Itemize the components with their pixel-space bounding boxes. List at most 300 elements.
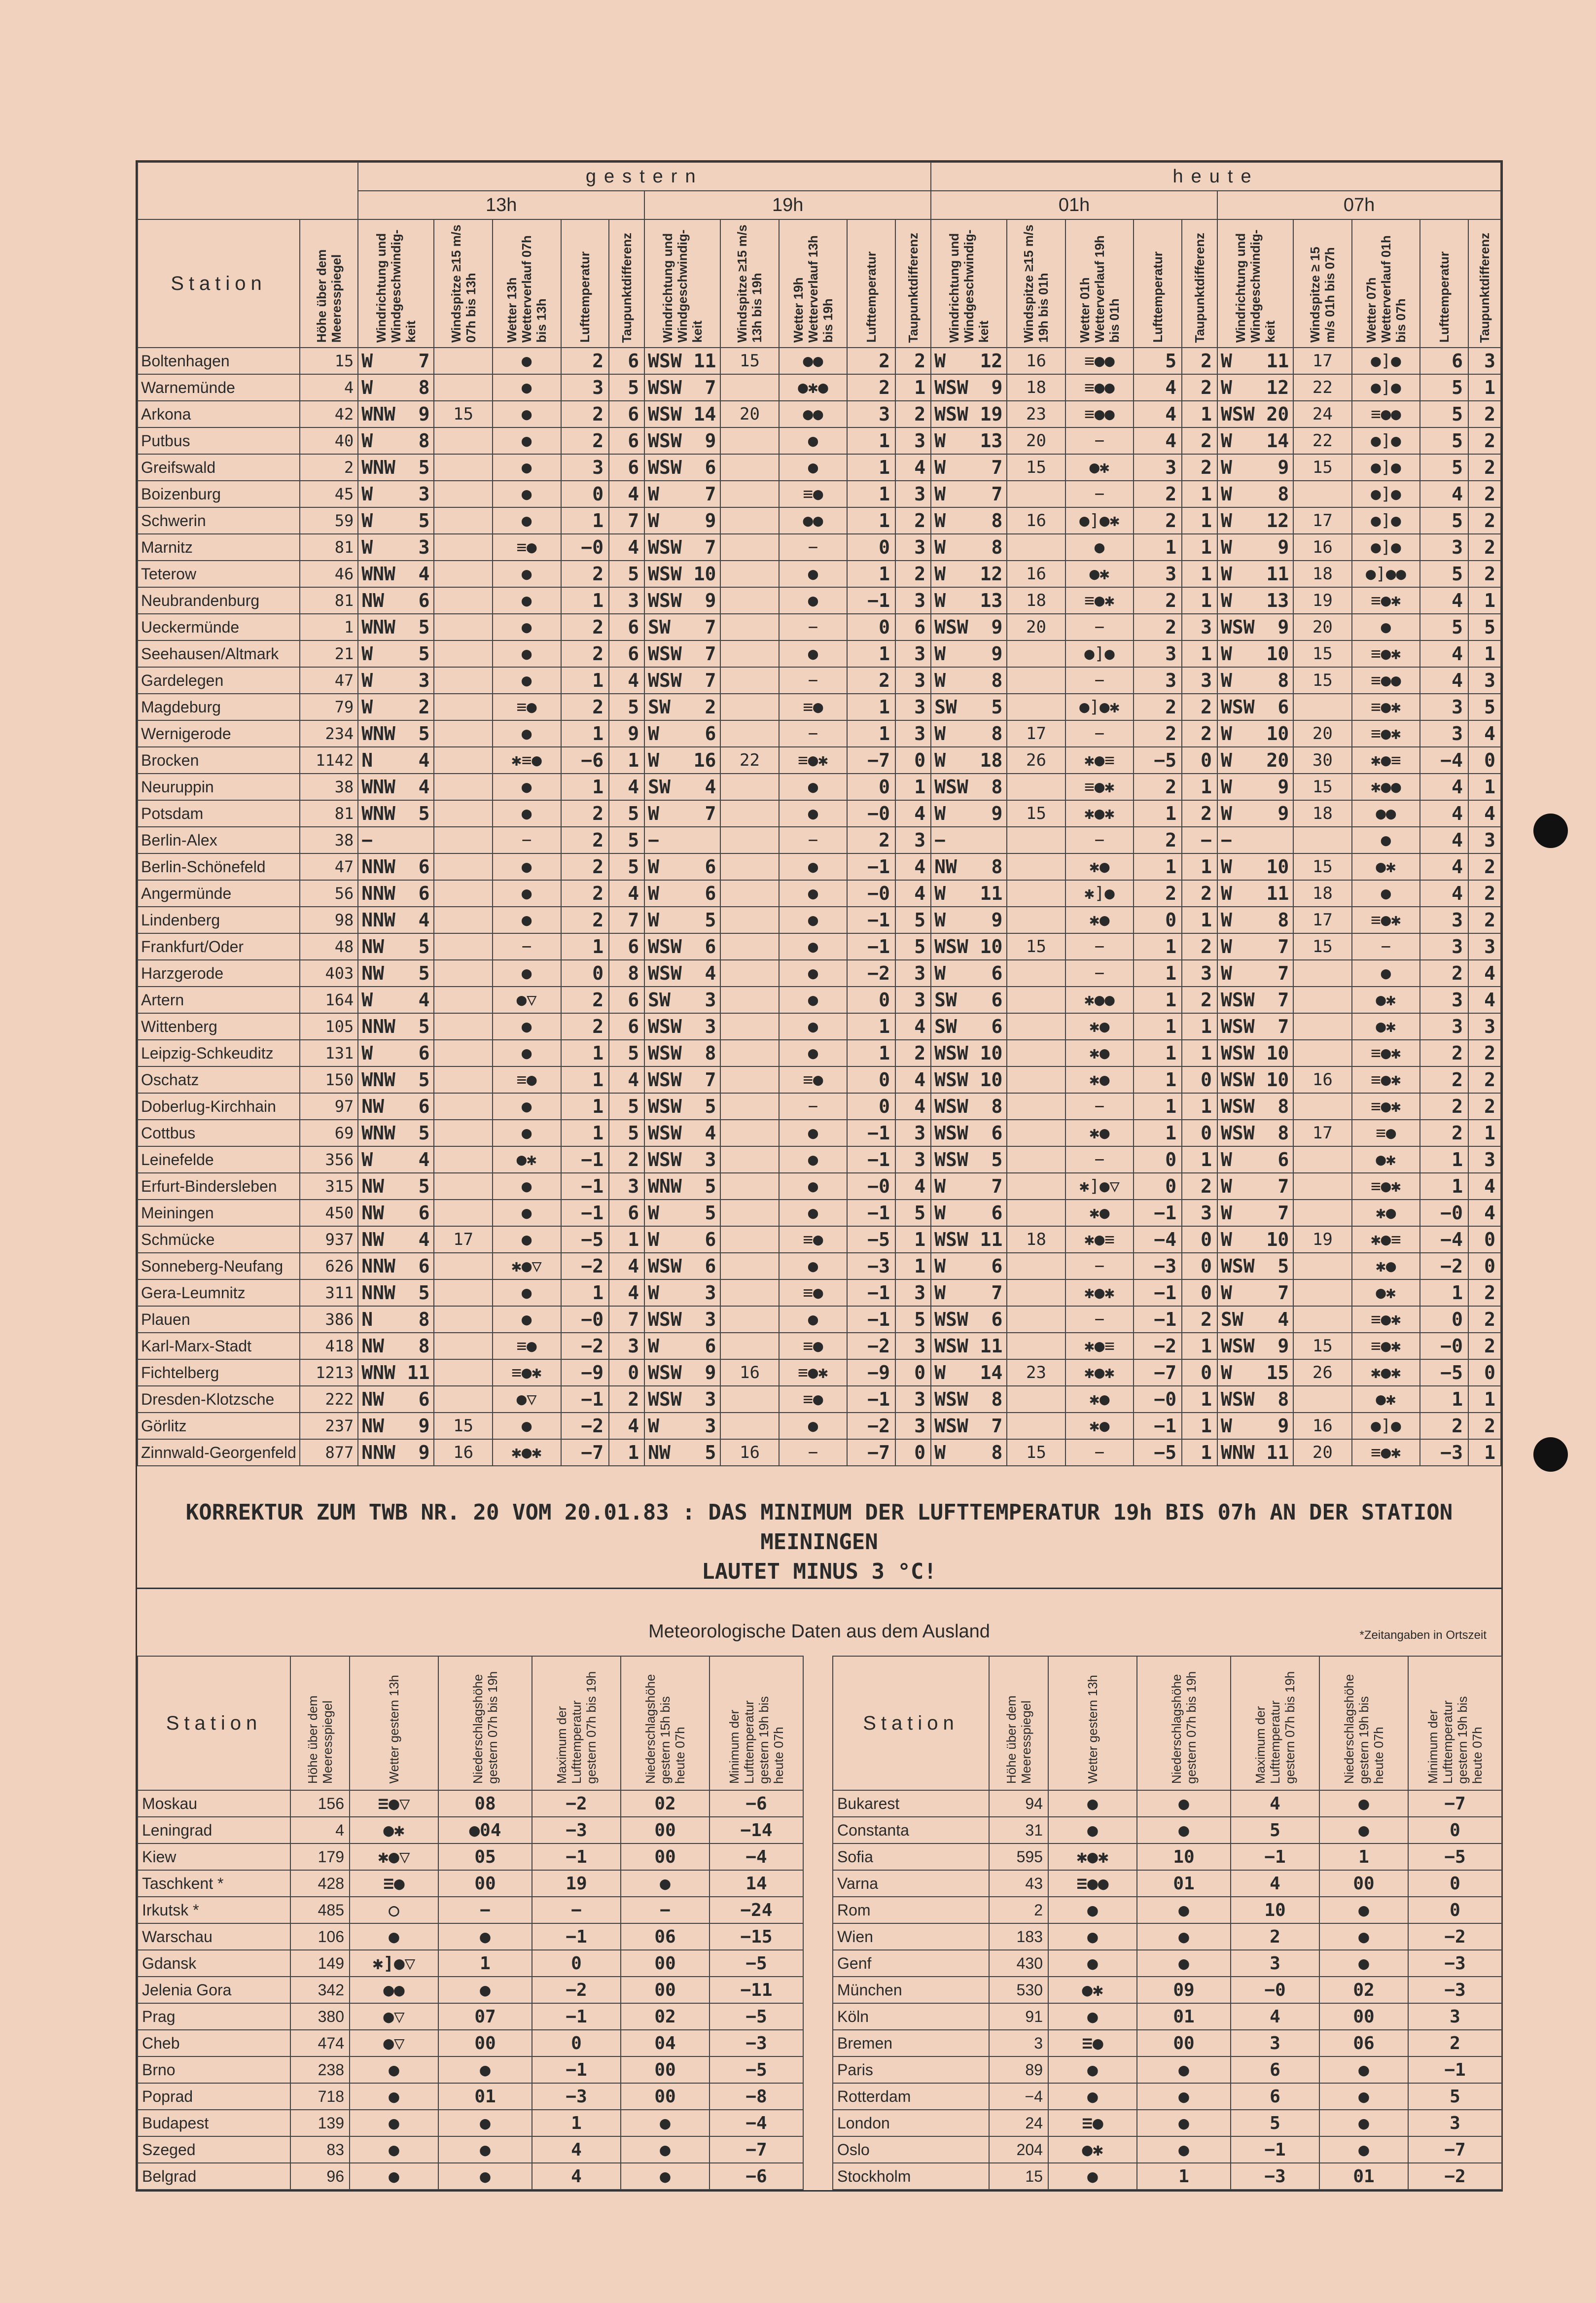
abroad-temp-min: −5	[709, 2003, 803, 2030]
wind-19	[644, 1040, 720, 1066]
wind-speed: 7	[991, 1175, 1003, 1197]
dewpoint-diff-01: 2	[1182, 454, 1217, 481]
abroad-weather-13: ●	[350, 2056, 438, 2083]
gust-07: 19	[1293, 587, 1351, 614]
weather-07: ≡●✱	[1352, 587, 1420, 614]
gust-07	[1293, 1146, 1351, 1173]
temperature-01: −7	[1134, 1359, 1182, 1386]
temperature-01: 2	[1134, 507, 1182, 534]
temperature-19: −1	[847, 933, 895, 960]
dewpoint-diff-19: 6	[895, 614, 931, 640]
dewpoint-diff-19: 5	[895, 1200, 931, 1226]
gust-07: 17	[1293, 1120, 1351, 1146]
wind-07	[1217, 1386, 1293, 1413]
abroad-weather-13: ●▽	[350, 2030, 438, 2056]
temperature-01: −1	[1134, 1200, 1182, 1226]
wind-direction: W	[934, 749, 946, 771]
station-row	[138, 427, 1501, 454]
header-13h: 13h	[358, 191, 644, 219]
wind-19	[644, 614, 720, 640]
wind-speed: 6	[418, 856, 430, 878]
temperature-13: 2	[561, 427, 609, 454]
dewpoint-diff-01: 3	[1182, 614, 1217, 640]
station-table	[137, 162, 1501, 1466]
station-row	[138, 853, 1501, 880]
weather-07: ≡●✱	[1352, 1040, 1420, 1066]
station-name: Görlitz	[138, 1413, 300, 1439]
gust-07	[1293, 1040, 1351, 1066]
gust-19	[720, 1093, 779, 1120]
dewpoint-diff-13: 5	[609, 374, 644, 401]
dewpoint-diff-19: 5	[895, 933, 931, 960]
temperature-01: −5	[1134, 747, 1182, 774]
wind-07	[1217, 987, 1293, 1013]
dewpoint-diff-01: −	[1182, 827, 1217, 853]
gust-07	[1293, 1253, 1351, 1279]
station-name: Gera-Leumnitz	[138, 1279, 300, 1306]
wind-07	[1217, 1200, 1293, 1226]
temperature-13: −2	[561, 1413, 609, 1439]
wind-direction: NW	[361, 590, 385, 611]
wind-direction: NNW	[361, 883, 395, 904]
abroad-temp-min: −2	[1408, 2163, 1502, 2190]
gust-13	[434, 374, 492, 401]
temperature-13: 1	[561, 774, 609, 800]
gust-07: 15	[1293, 1333, 1351, 1359]
wind-01	[931, 853, 1007, 880]
temperature-07: 5	[1420, 614, 1468, 640]
weather-13: ●	[493, 800, 561, 827]
wind-direction: WSW	[934, 936, 968, 957]
station-row	[138, 827, 1501, 853]
station-name: Wittenberg	[138, 1013, 300, 1040]
temperature-13: −1	[561, 1200, 609, 1226]
abroad-precip-day: ●	[438, 1977, 532, 2003]
wind-direction: W	[361, 377, 373, 398]
dewpoint-diff-19: 2	[895, 348, 931, 374]
wind-01	[931, 1200, 1007, 1226]
weather-13: ✱≡●	[493, 747, 561, 774]
wind-direction: −	[361, 829, 373, 851]
wind-direction: WSW	[648, 403, 682, 425]
gust-01	[1007, 987, 1065, 1013]
abroad-station: Köln	[833, 2003, 989, 2030]
temperature-01: 4	[1134, 374, 1182, 401]
wind-direction: W	[648, 883, 660, 904]
temperature-19: 1	[847, 694, 895, 720]
abroad-temp-max: 5	[1231, 2110, 1319, 2136]
weather-07: ●✱	[1352, 853, 1420, 880]
dewpoint-diff-07: 1	[1468, 640, 1501, 667]
wind-direction: W	[361, 536, 373, 558]
abroad-height: −4	[989, 2083, 1048, 2110]
abroad-height: 94	[989, 1790, 1048, 1817]
abroad-precip-day: ●	[438, 2110, 532, 2136]
abroad-precip-day: 01	[1137, 2003, 1231, 2030]
wind-01	[931, 1306, 1007, 1333]
weather-13: ●	[493, 507, 561, 534]
weather-07: ✱●	[1352, 1253, 1420, 1279]
gust-01	[1007, 960, 1065, 987]
wind-direction: W	[1221, 776, 1232, 798]
wind-direction: W	[934, 563, 946, 585]
dewpoint-diff-01: 0	[1182, 1359, 1217, 1386]
wind-speed: 6	[991, 962, 1003, 984]
abroad-row	[833, 1923, 1502, 1950]
abroad-weather-13: ●	[1048, 1950, 1137, 1977]
wind-19	[644, 348, 720, 374]
wind-speed: 13	[980, 430, 1003, 452]
abroad-precip-night: ●	[621, 2110, 709, 2136]
temperature-07: −0	[1420, 1333, 1468, 1359]
wind-direction: W	[1221, 909, 1232, 931]
abroad-height: 380	[290, 2003, 350, 2030]
dewpoint-diff-07: 1	[1468, 774, 1501, 800]
station-name: Harzgerode	[138, 960, 300, 987]
dewpoint-diff-07: 0	[1468, 1253, 1501, 1279]
dewpoint-diff-13: 6	[609, 348, 644, 374]
temperature-19: 2	[847, 667, 895, 694]
wind-direction: WSW	[1221, 1016, 1255, 1037]
abroad-station: Gdansk	[138, 1950, 290, 1977]
wind-direction: W	[1221, 430, 1232, 452]
wind-13	[358, 1359, 434, 1386]
weather-01: −	[1065, 720, 1134, 747]
wind-speed: 10	[980, 1069, 1003, 1091]
wind-speed: 5	[418, 1016, 430, 1037]
abroad-precip-night: ●	[621, 2136, 709, 2163]
dewpoint-diff-19: 3	[895, 1146, 931, 1173]
wind-speed: 9	[705, 510, 716, 531]
header-gust-19: Windspitze ≥15 m/s 13h bis 19h	[720, 219, 779, 348]
wind-07	[1217, 640, 1293, 667]
weather-07: ≡●✱	[1352, 1066, 1420, 1093]
wind-direction: W	[1221, 1229, 1232, 1250]
gust-07: 16	[1293, 1413, 1351, 1439]
wind-19	[644, 1146, 720, 1173]
gust-13	[434, 1359, 492, 1386]
wind-speed: 6	[418, 1042, 430, 1064]
station-height: 38	[300, 827, 358, 853]
wind-01	[931, 507, 1007, 534]
gust-07	[1293, 987, 1351, 1013]
wind-speed: 8	[991, 856, 1003, 878]
gust-01	[1007, 774, 1065, 800]
wind-direction: WSW	[648, 590, 682, 611]
abroad-temp-max: 3	[1231, 1950, 1319, 1977]
temperature-01: 3	[1134, 454, 1182, 481]
wind-07	[1217, 1359, 1293, 1386]
station-name: Fichtelberg	[138, 1359, 300, 1386]
wind-speed: 9	[991, 643, 1003, 665]
temperature-01: −1	[1134, 1413, 1182, 1439]
wind-13	[358, 1093, 434, 1120]
wind-direction: W	[1221, 563, 1232, 585]
wind-direction: W	[934, 483, 946, 505]
wind-speed: 12	[1266, 510, 1289, 531]
wind-speed: 10	[1266, 1069, 1289, 1091]
station-row	[138, 1066, 1501, 1093]
abroad-row	[833, 1977, 1502, 2003]
gust-13	[434, 1093, 492, 1120]
dewpoint-diff-19: 1	[895, 774, 931, 800]
abroad-weather-13: ●	[1048, 2056, 1137, 2083]
wind-direction: WSW	[648, 670, 682, 691]
abroad-temp-max: −2	[532, 1977, 621, 2003]
gust-19: 16	[720, 1439, 779, 1466]
dewpoint-diff-07: 2	[1468, 1093, 1501, 1120]
temperature-01: 2	[1134, 587, 1182, 614]
wind-speed: 8	[418, 1335, 430, 1357]
weather-13: ≡●	[493, 534, 561, 561]
abroad-title: Meteorologische Daten aus dem Ausland	[648, 1621, 990, 1642]
temperature-19: 1	[847, 427, 895, 454]
gust-19	[720, 1386, 779, 1413]
dewpoint-diff-13: 5	[609, 561, 644, 587]
wind-speed: 19	[980, 403, 1003, 425]
abroad-station: Bukarest	[833, 1790, 989, 1817]
dewpoint-diff-19: 4	[895, 880, 931, 907]
gust-19	[720, 1040, 779, 1066]
station-name: Seehausen/Altmark	[138, 640, 300, 667]
wind-speed: 7	[705, 616, 716, 638]
wind-direction: W	[934, 1362, 946, 1383]
wind-speed: 9	[1277, 616, 1289, 638]
temperature-13: 2	[561, 401, 609, 427]
header-dew-01: Taupunktdifferenz	[1182, 219, 1217, 348]
gust-01: 16	[1007, 507, 1065, 534]
wind-direction: W	[1221, 723, 1232, 744]
abroad-precip-day: ●	[438, 2056, 532, 2083]
station-height: 98	[300, 907, 358, 933]
abroad-row	[138, 2030, 803, 2056]
dewpoint-diff-13: 5	[609, 853, 644, 880]
wind-speed: 6	[705, 723, 716, 744]
gust-13	[434, 800, 492, 827]
wind-19	[644, 960, 720, 987]
abroad-temp-min: 5	[1408, 2083, 1502, 2110]
wind-13	[358, 1333, 434, 1359]
header-wind-19: Windrichtung und Windgeschwindig-keit	[644, 219, 720, 348]
wind-speed: 12	[980, 563, 1003, 585]
abroad-row	[833, 2136, 1502, 2163]
temperature-19: 1	[847, 720, 895, 747]
gust-07: 20	[1293, 614, 1351, 640]
weather-13: ●	[493, 1120, 561, 1146]
weather-07: ●	[1352, 880, 1420, 907]
wind-01	[931, 348, 1007, 374]
weather-19: ●	[779, 933, 848, 960]
gust-01: 18	[1007, 587, 1065, 614]
weather-07: ✱●✱	[1352, 1359, 1420, 1386]
gust-13	[434, 880, 492, 907]
wind-direction: WSW	[1221, 616, 1255, 638]
wind-speed: 2	[705, 696, 716, 718]
abroad-precip-night: ●	[1319, 1897, 1408, 1923]
temperature-07: 5	[1420, 454, 1468, 481]
dewpoint-diff-01: 1	[1182, 481, 1217, 507]
station-name: Leipzig-Schkeuditz	[138, 1040, 300, 1066]
wind-direction: −	[648, 829, 660, 851]
dewpoint-diff-13: 1	[609, 747, 644, 774]
temperature-19: −9	[847, 1359, 895, 1386]
wind-speed: 9	[1277, 536, 1289, 558]
wind-13	[358, 1226, 434, 1253]
wind-direction: WNW	[361, 803, 395, 824]
station-name: Leinefelde	[138, 1146, 300, 1173]
wind-direction: W	[648, 856, 660, 878]
gust-07: 16	[1293, 1066, 1351, 1093]
wind-speed: 5	[705, 1442, 716, 1463]
wind-direction: W	[934, 962, 946, 984]
wind-direction: W	[1221, 803, 1232, 824]
weather-13: −	[493, 933, 561, 960]
weather-01: ≡●●	[1065, 348, 1134, 374]
abroad-precip-night: ●	[1319, 2056, 1408, 2083]
wind-01	[931, 1173, 1007, 1200]
weather-13: ●▽	[493, 1386, 561, 1413]
wind-19	[644, 1279, 720, 1306]
abroad-temp-min: −8	[709, 2083, 803, 2110]
temperature-07: 2	[1420, 1093, 1468, 1120]
wind-direction: −	[934, 829, 946, 851]
wind-speed: 14	[693, 403, 716, 425]
temperature-13: 1	[561, 1093, 609, 1120]
weather-13: ●	[493, 720, 561, 747]
wind-direction: W	[361, 510, 373, 531]
abroad-header-weather-13: Wetter gestern 13h	[1048, 1656, 1137, 1790]
station-name: Meiningen	[138, 1200, 300, 1226]
wind-direction: SW	[648, 696, 671, 718]
abroad-precip-day: ●	[1137, 2110, 1231, 2136]
temperature-13: 1	[561, 507, 609, 534]
temperature-19: 1	[847, 561, 895, 587]
dewpoint-diff-19: 3	[895, 1386, 931, 1413]
weather-01: ✱●	[1065, 1040, 1134, 1066]
weather-07: ≡●✱	[1352, 907, 1420, 933]
wind-speed: 8	[991, 723, 1003, 744]
abroad-temp-min: −4	[709, 2110, 803, 2136]
header-dew-13: Taupunktdifferenz	[609, 219, 644, 348]
abroad-precip-day: 07	[438, 2003, 532, 2030]
temperature-07: 2	[1420, 1413, 1468, 1439]
abroad-temp-max: 3	[1231, 2030, 1319, 2056]
wind-direction: W	[361, 430, 373, 452]
wind-speed: 7	[991, 483, 1003, 505]
wind-direction: W	[1221, 962, 1232, 984]
abroad-temp-min: −5	[709, 1950, 803, 1977]
temperature-07: 5	[1420, 507, 1468, 534]
header-01h: 01h	[931, 191, 1217, 219]
gust-13	[434, 907, 492, 933]
wind-13	[358, 880, 434, 907]
header-blank	[138, 162, 358, 219]
dewpoint-diff-07: 1	[1468, 587, 1501, 614]
weather-19: −	[779, 827, 848, 853]
wind-direction: W	[648, 1229, 660, 1250]
dewpoint-diff-13: 9	[609, 720, 644, 747]
weather-01: ✱●●	[1065, 987, 1134, 1013]
weather-19: −	[779, 614, 848, 640]
abroad-precip-night: 00	[621, 2056, 709, 2083]
abroad-temp-max: 0	[532, 2030, 621, 2056]
wind-direction: W	[934, 1282, 946, 1304]
weather-13: ●	[493, 960, 561, 987]
wind-01	[931, 1279, 1007, 1306]
abroad-station: Jelenia Gora	[138, 1977, 290, 2003]
gust-13	[434, 747, 492, 774]
wind-direction: W	[1221, 1415, 1232, 1437]
temperature-01: 3	[1134, 667, 1182, 694]
weather-01: −	[1065, 427, 1134, 454]
gust-01: 15	[1007, 454, 1065, 481]
dewpoint-diff-19: 1	[895, 374, 931, 401]
weather-13: ●	[493, 640, 561, 667]
weather-01: −	[1065, 667, 1134, 694]
wind-speed: 8	[1277, 1096, 1289, 1117]
wind-07	[1217, 534, 1293, 561]
dewpoint-diff-07: 3	[1468, 933, 1501, 960]
wind-speed: 10	[693, 563, 716, 585]
station-row	[138, 1040, 1501, 1066]
wind-direction: WSW	[648, 1149, 682, 1170]
wind-13	[358, 1413, 434, 1439]
weather-13: ≡●	[493, 1333, 561, 1359]
gust-19	[720, 454, 779, 481]
station-height: 386	[300, 1306, 358, 1333]
wind-07	[1217, 1333, 1293, 1359]
gust-19	[720, 1413, 779, 1439]
abroad-height: 139	[290, 2110, 350, 2136]
wind-direction: WSW	[934, 1122, 968, 1144]
wind-01	[931, 827, 1007, 853]
gust-01	[1007, 694, 1065, 720]
dewpoint-diff-07: 2	[1468, 1306, 1501, 1333]
weather-13: ●	[493, 1279, 561, 1306]
abroad-precip-night: 00	[621, 1817, 709, 1843]
temperature-07: 4	[1420, 587, 1468, 614]
wind-13	[358, 933, 434, 960]
wind-speed: 6	[991, 1202, 1003, 1224]
wind-speed: 7	[705, 1069, 716, 1091]
gust-13	[434, 1386, 492, 1413]
abroad-note: *Zeitangaben in Ortszeit	[1359, 1629, 1487, 1642]
station-height: 48	[300, 933, 358, 960]
weather-07: ≡●✱	[1352, 720, 1420, 747]
temperature-19: 0	[847, 774, 895, 800]
wind-direction: WSW	[934, 1415, 968, 1437]
wind-speed: 9	[991, 909, 1003, 931]
wind-speed: 20	[1266, 403, 1289, 425]
temperature-07: 4	[1420, 800, 1468, 827]
gust-19: 16	[720, 1359, 779, 1386]
temperature-19: −2	[847, 1413, 895, 1439]
temperature-07: 4	[1420, 667, 1468, 694]
station-row	[138, 720, 1501, 747]
station-name: Karl-Marx-Stadt	[138, 1333, 300, 1359]
wind-07	[1217, 348, 1293, 374]
gust-01: 23	[1007, 401, 1065, 427]
abroad-precip-day: ●	[1137, 1950, 1231, 1977]
station-height: 46	[300, 561, 358, 587]
wind-speed: 5	[991, 696, 1003, 718]
abroad-precip-night: 1	[1319, 1843, 1408, 1870]
wind-speed: 9	[1277, 776, 1289, 798]
dewpoint-diff-07: 4	[1468, 800, 1501, 827]
gust-01	[1007, 1066, 1065, 1093]
abroad-station: Moskau	[138, 1790, 290, 1817]
wind-01	[931, 933, 1007, 960]
